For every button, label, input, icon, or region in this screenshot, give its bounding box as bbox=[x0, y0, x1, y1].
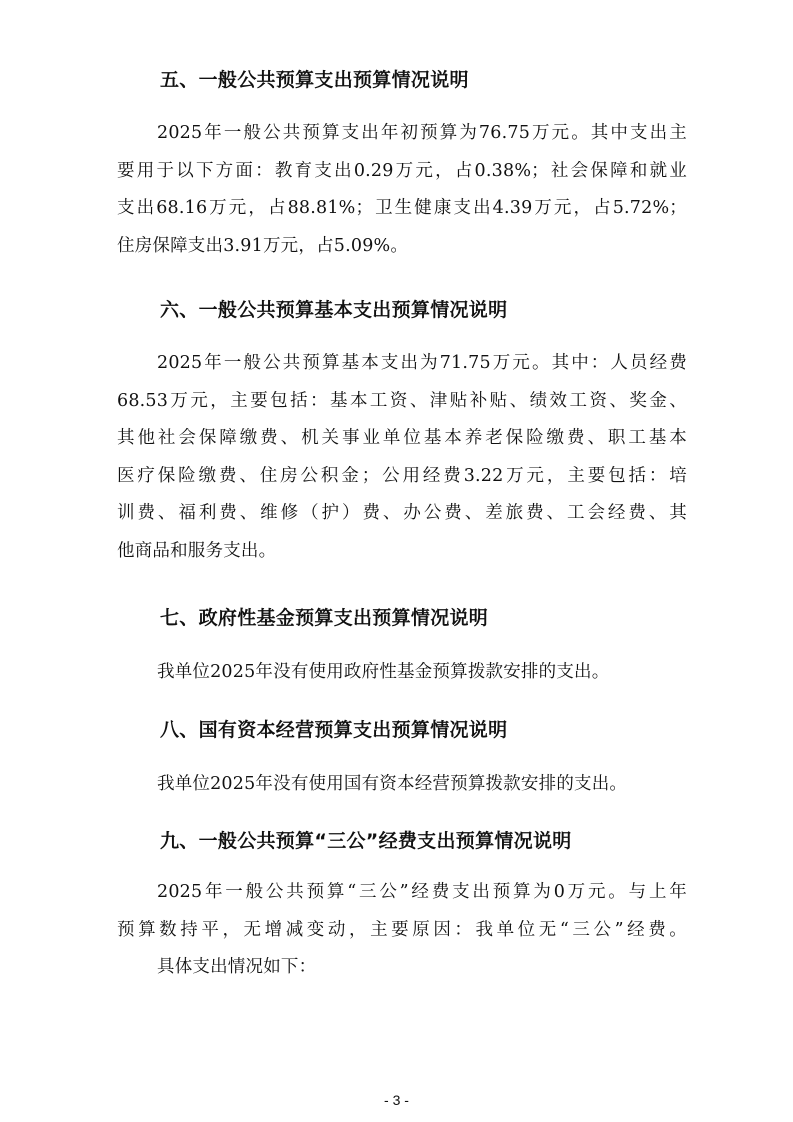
paragraph-line: 训费、福利费、维修（护）费、办公费、差旅费、工会经费、其 bbox=[117, 503, 687, 523]
paragraph-line: 具体支出情况如下： bbox=[157, 957, 317, 977]
paragraph-line: 2025年一般公共预算基本支出为71.75万元。其中：人员经费 bbox=[157, 353, 687, 373]
paragraph-line: 68.53万元，主要包括：基本工资、津贴补贴、绩效工资、奖金、 bbox=[117, 390, 687, 411]
paragraph-line: 住房保障支出3.91万元，占5.09%。 bbox=[117, 235, 409, 256]
paragraph-line: 2025年一般公共预算支出年初预算为76.75万元。其中支出主 bbox=[157, 123, 687, 143]
section-body-5 bbox=[117, 115, 687, 265]
section-body-6 bbox=[117, 345, 687, 570]
paragraph-line: 医疗保险缴费、住房公积金；公用经费3.22万元，主要包括：培 bbox=[117, 465, 687, 486]
section-heading-6: 六、一般公共预算基本支出预算情况说明 bbox=[160, 299, 508, 321]
paragraph-line: 我单位2025年没有使用国有资本经营预算拨款安排的支出。 bbox=[157, 774, 628, 794]
paragraph-line: 我单位2025年没有使用政府性基金预算拨款安排的支出。 bbox=[157, 662, 610, 682]
paragraph-line: 要用于以下方面：教育支出0.29万元，占0.38%；社会保障和就业 bbox=[117, 160, 687, 181]
section-body-9 bbox=[117, 874, 687, 987]
paragraph-line: 预算数持平，无增减变动，主要原因：我单位无“三公”经费。 bbox=[117, 919, 687, 940]
section-heading-9: 九、一般公共预算“三公”经费支出预算情况说明 bbox=[160, 830, 572, 852]
paragraph-line: 他商品和服务支出。 bbox=[117, 540, 277, 561]
paragraph-line: 支出68.16万元，占88.81%；卫生健康支出4.39万元，占5.72%； bbox=[117, 198, 687, 218]
section-heading-5: 五、一般公共预算支出预算情况说明 bbox=[160, 69, 469, 91]
section-body-7 bbox=[117, 654, 687, 692]
page-number: - 3 - bbox=[384, 1092, 409, 1108]
paragraph-line: 其他社会保障缴费、机关事业单位基本养老保险缴费、职工基本 bbox=[117, 428, 687, 448]
paragraph-line: 2025年一般公共预算“三公”经费支出预算为0万元。与上年 bbox=[157, 882, 687, 902]
section-heading-7: 七、政府性基金预算支出预算情况说明 bbox=[160, 607, 489, 629]
section-heading-8: 八、国有资本经营预算支出预算情况说明 bbox=[160, 719, 508, 741]
section-body-8 bbox=[117, 766, 687, 804]
